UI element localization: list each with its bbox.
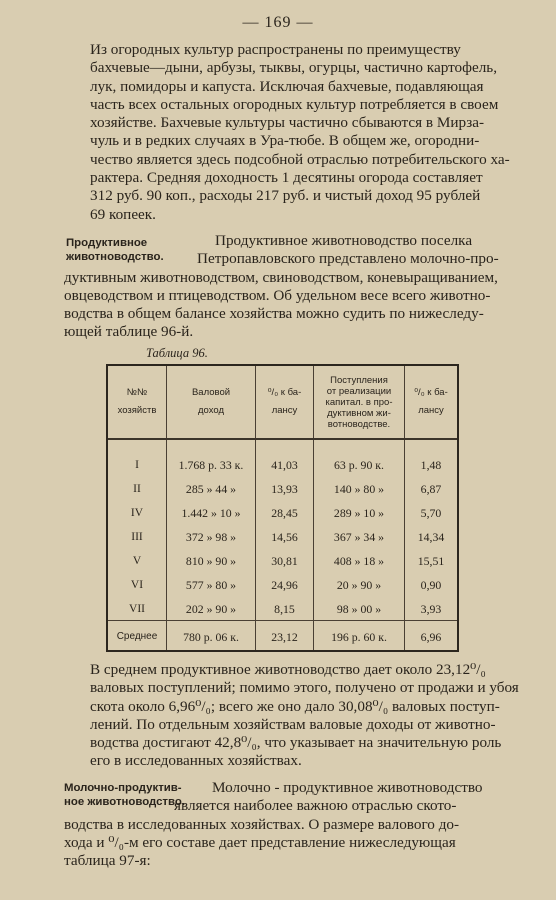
cell-receipts: 289 » 10 »: [333, 506, 385, 520]
cell-gross: 780 р. 06 к.: [183, 630, 239, 644]
text-line: овцеводством и птицеводством. Об удельном весе всего животно-: [64, 286, 491, 304]
cell-household: VII: [129, 603, 145, 615]
table-row: [108, 452, 457, 478]
text-line: хода и ⁰/₀-м его составе дает представление нижеследующая: [64, 833, 456, 851]
cell-gross: 372 » 98 »: [185, 530, 237, 544]
cell-pct: 8,15: [274, 602, 295, 616]
cell-household: IV: [130, 507, 144, 519]
text-line: дуктивным животноводством, свиноводством, коневыращиванием,: [64, 268, 498, 286]
text-line: часть всех остальных огородных культур потребляется в своем: [90, 95, 499, 113]
text-line: валовых поступлений; помимо этого, получено от продажи и убоя: [90, 679, 519, 697]
text-line: водства достигают 42,8⁰/₀, что указывает на значительную роль: [90, 734, 502, 752]
cell-pct: 6,87: [420, 482, 442, 496]
cell-gross: 577 » 80 »: [185, 578, 237, 592]
table-caption: Таблица 96.: [146, 346, 208, 360]
table-row: [108, 548, 457, 574]
text-line: лук, помидоры и капуста. Исключая бахчевые, подавляющая: [90, 77, 484, 95]
heading-line: Молочно-продуктив-: [64, 782, 182, 794]
cell-pct: 14,34: [417, 530, 445, 544]
table-96: [106, 364, 459, 652]
heading-line: Продуктивное: [66, 237, 148, 249]
cell-receipts: 367 » 34 »: [333, 530, 385, 544]
cell-household: V: [132, 555, 142, 567]
text-line: водства в исследованных хозяйствах. О размере валового до-: [64, 815, 460, 833]
cell-pct: 6,96: [420, 630, 442, 644]
cell-pct: 5,70: [420, 506, 442, 520]
cell-pct: 3,93: [420, 602, 442, 616]
text-line: чество является здесь подсобной отраслью потребительского ха-: [90, 150, 510, 168]
cell-receipts: 408 » 18 »: [333, 554, 385, 568]
cell-gross: 1.442 » 10 »: [181, 506, 241, 520]
cell-pct: 24,96: [271, 578, 298, 592]
summary-paragraph: [64, 661, 518, 771]
cell-pct: 1,48: [420, 458, 442, 472]
text-line: является наиболее важною отраслью ското-: [174, 797, 457, 815]
table-row: [108, 596, 457, 622]
header-percent-of-balance-2: ⁰/₀ к ба- лансу: [414, 387, 448, 416]
section1-paragraph: [64, 232, 518, 342]
header-gross-income: Валовой доход: [191, 387, 231, 416]
page-number: — 169 —: [242, 14, 314, 31]
text-line: бахчевые—дыни, арбузы, тыквы, огурцы, частично картофель,: [90, 59, 498, 77]
text-line: водства в общем балансе хозяйства можно судить по нижеследу-: [64, 305, 484, 323]
cell-household: Среднее: [116, 631, 158, 642]
table-row: [108, 524, 457, 550]
table-row-average: [108, 624, 457, 650]
table-row: [108, 476, 457, 502]
cell-household: I: [135, 459, 139, 471]
cell-gross: 285 » 44 »: [185, 482, 237, 496]
cell-pct: 28,45: [271, 506, 298, 520]
cell-receipts: 20 » 90 »: [336, 578, 382, 592]
cell-household: VI: [130, 579, 144, 591]
text-line: рактера. Средняя доходность 1 десятины огорода составляет: [90, 169, 483, 187]
text-line: хозяйстве. Бахчевые культуры частично сбываются в Мирза-: [90, 114, 485, 132]
header-rule: [108, 438, 457, 440]
cell-household: III: [131, 531, 143, 543]
cell-pct: 0,90: [420, 578, 442, 592]
cell-pct: 14,56: [271, 530, 298, 544]
text-line: Продуктивное животноводство поселка: [215, 232, 473, 249]
intro-paragraph: [64, 41, 518, 224]
header-percent-of-balance: ⁰/₀ к ба- лансу: [267, 387, 302, 416]
text-line: чуль и в редких случаях в Ура-тюбе. В общем же, огородни-: [90, 132, 480, 150]
cell-pct: 23,12: [271, 630, 298, 644]
text-line: 69 копеек.: [90, 205, 156, 223]
text-line: 312 руб. 90 коп., расходы 217 руб. и чистый доход 95 рублей: [90, 187, 481, 205]
section2-paragraph: [64, 779, 518, 870]
heading-line: ное животноводство.: [64, 796, 185, 808]
header-household-number: №№ хозяйств: [117, 387, 157, 416]
cell-pct: 15,51: [417, 554, 445, 568]
heading-line: животноводство.: [66, 251, 164, 263]
cell-pct: 13,93: [271, 482, 298, 496]
cell-receipts: 63 р. 90 к.: [334, 458, 384, 472]
text-line: Из огородных культур распространены по преимуществу: [90, 41, 461, 58]
cell-receipts: 140 » 80 »: [333, 482, 385, 496]
cell-gross: 810 » 90 »: [185, 554, 237, 568]
text-line: Молочно - продуктивное животноводство: [212, 779, 483, 796]
cell-household: II: [133, 483, 141, 495]
cell-gross: 202 » 90 »: [185, 602, 237, 616]
text-line: его в исследованных хозяйствах.: [90, 752, 302, 770]
text-line: Петропавловского представлено молочно-про-: [197, 250, 499, 268]
cell-gross: 1.768 р. 33 к.: [178, 458, 244, 472]
text-line: скота около 6,96⁰/₀; всего же оно дало 30,08⁰/₀ валовых поступ-: [90, 697, 500, 715]
cell-pct: 30,81: [271, 554, 298, 568]
table-row: [108, 572, 457, 598]
cell-pct: 41,03: [271, 458, 298, 472]
cell-receipts: 98 » 00 »: [336, 602, 382, 616]
table-row: [108, 500, 457, 526]
text-line: таблица 97-я:: [64, 852, 151, 870]
header-receipts: Поступления от реализации капитал. в про- дуктивном жи- вотноводстве.: [325, 374, 393, 430]
text-line: В среднем продуктивное животноводство дает около 23,12⁰/₀: [90, 661, 486, 678]
cell-receipts: 196 р. 60 к.: [331, 630, 387, 644]
text-line: ющей таблице 96-й.: [64, 323, 194, 341]
text-line: лений. По отдельным хозяйствам валовые доходы от животно-: [90, 715, 496, 733]
